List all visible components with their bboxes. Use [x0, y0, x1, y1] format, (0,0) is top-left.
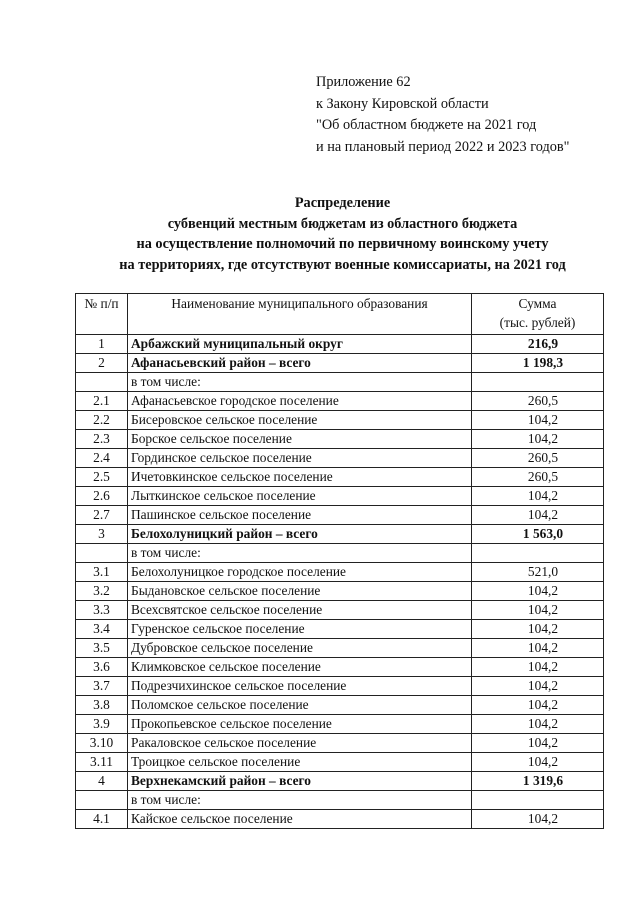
row-sum: 1 319,6 — [472, 772, 604, 791]
row-sum: 260,5 — [472, 392, 604, 411]
row-sum: 104,2 — [472, 658, 604, 677]
header-name: Наименование муниципального образования — [128, 294, 472, 335]
table-header-row — [76, 294, 604, 335]
table-row — [76, 392, 604, 411]
table-row — [76, 791, 604, 810]
row-sum: 104,2 — [472, 430, 604, 449]
row-number: 3.7 — [76, 677, 128, 696]
title-line: на осуществление полномочий по первичному воинскому учету — [136, 236, 549, 253]
row-number — [76, 373, 128, 392]
table-row — [76, 753, 604, 772]
row-number: 4 — [76, 772, 128, 791]
row-sum: 104,2 — [472, 677, 604, 696]
row-name: Быдановское сельское поселение — [128, 582, 472, 601]
row-name: Ичетовкинское сельское поселение — [128, 468, 472, 487]
table-row — [76, 810, 604, 829]
row-number: 2.4 — [76, 449, 128, 468]
row-number: 3.10 — [76, 734, 128, 753]
row-name: Подрезчихинское сельское поселение — [128, 677, 472, 696]
table-row — [76, 677, 604, 696]
row-name: Афанасьевское городское поселение — [128, 392, 472, 411]
distribution-table — [75, 293, 604, 829]
row-name: Поломское сельское поселение — [128, 696, 472, 715]
row-name: Бисеровское сельское поселение — [128, 411, 472, 430]
row-number — [76, 544, 128, 563]
row-sum — [472, 791, 604, 810]
table-row — [76, 639, 604, 658]
row-sum: 104,2 — [472, 601, 604, 620]
row-name: Арбажский муниципальный округ — [128, 335, 472, 354]
appendix-line: "Об областном бюджете на 2021 год — [316, 117, 537, 134]
row-sum: 104,2 — [472, 696, 604, 715]
row-name: Верхнекамский район – всего — [128, 772, 472, 791]
row-sum: 104,2 — [472, 753, 604, 772]
row-name: Гуренское сельское поселение — [128, 620, 472, 639]
row-name: Лыткинское сельское поселение — [128, 487, 472, 506]
row-sum: 260,5 — [472, 468, 604, 487]
row-number: 3.9 — [76, 715, 128, 734]
header-sum-line1: Сумма — [518, 296, 557, 311]
table-row — [76, 563, 604, 582]
row-sum: 104,2 — [472, 582, 604, 601]
row-number: 2 — [76, 354, 128, 373]
table-row — [76, 658, 604, 677]
row-number: 2.6 — [76, 487, 128, 506]
row-sum: 104,2 — [472, 620, 604, 639]
row-number: 2.3 — [76, 430, 128, 449]
row-number: 4.1 — [76, 810, 128, 829]
row-name: Белохолуницкий район – всего — [128, 525, 472, 544]
title-line: Распределение — [294, 195, 391, 211]
row-number: 3 — [76, 525, 128, 544]
title-line: на территориях, где отсутствуют военные комиссариаты, на 2021 год — [119, 256, 566, 273]
row-name: Дубровское сельское поселение — [128, 639, 472, 658]
row-number: 3.1 — [76, 563, 128, 582]
row-name: Климковское сельское поселение — [128, 658, 472, 677]
table-row — [76, 601, 604, 620]
table-row — [76, 772, 604, 791]
row-sum: 1 563,0 — [472, 525, 604, 544]
row-number: 3.2 — [76, 582, 128, 601]
row-sum: 104,2 — [472, 810, 604, 829]
row-name: в том числе: — [128, 544, 472, 563]
row-sum — [472, 373, 604, 392]
appendix-line: к Закону Кировской области — [316, 95, 489, 112]
row-sum: 104,2 — [472, 487, 604, 506]
row-name: Гординское сельское поселение — [128, 449, 472, 468]
row-number: 2.1 — [76, 392, 128, 411]
table-row — [76, 468, 604, 487]
table-row — [76, 335, 604, 354]
appendix-header — [316, 72, 570, 158]
row-name: Белохолуницкое городское поселение — [128, 563, 472, 582]
row-sum: 521,0 — [472, 563, 604, 582]
row-name: Кайское сельское поселение — [128, 810, 472, 829]
row-name: Прокопьевское сельское поселение — [128, 715, 472, 734]
document-title — [60, 193, 625, 275]
row-name: в том числе: — [128, 791, 472, 810]
table-body — [76, 335, 604, 829]
row-number: 3.8 — [76, 696, 128, 715]
row-name: Троицкое сельское поселение — [128, 753, 472, 772]
table-row — [76, 544, 604, 563]
row-name: Афанасьевский район – всего — [128, 354, 472, 373]
table-row — [76, 411, 604, 430]
row-name: Ракаловское сельское поселение — [128, 734, 472, 753]
row-number: 2.2 — [76, 411, 128, 430]
row-sum: 104,2 — [472, 715, 604, 734]
header-num: № п/п — [76, 294, 128, 335]
row-sum: 216,9 — [472, 335, 604, 354]
row-number: 3.6 — [76, 658, 128, 677]
table-row — [76, 696, 604, 715]
table-row — [76, 525, 604, 544]
table-row — [76, 582, 604, 601]
header-sum — [472, 294, 604, 335]
table-row — [76, 449, 604, 468]
row-name: Пашинское сельское поселение — [128, 506, 472, 525]
row-number: 3.5 — [76, 639, 128, 658]
row-number: 3.3 — [76, 601, 128, 620]
header-sum-line2: (тыс. рублей) — [499, 315, 576, 330]
row-number: 1 — [76, 335, 128, 354]
row-number: 2.7 — [76, 506, 128, 525]
row-sum: 1 198,3 — [472, 354, 604, 373]
row-number: 2.5 — [76, 468, 128, 487]
row-sum: 104,2 — [472, 411, 604, 430]
row-sum — [472, 544, 604, 563]
row-number: 3.11 — [76, 753, 128, 772]
row-number: 3.4 — [76, 620, 128, 639]
row-sum: 104,2 — [472, 506, 604, 525]
title-line: субвенций местным бюджетам из областного бюджета — [167, 215, 518, 232]
row-sum: 104,2 — [472, 734, 604, 753]
appendix-line: и на плановый период 2022 и 2023 годов" — [316, 138, 570, 155]
row-sum: 260,5 — [472, 449, 604, 468]
table-row — [76, 734, 604, 753]
table-row — [76, 506, 604, 525]
table-row — [76, 373, 604, 392]
row-sum: 104,2 — [472, 639, 604, 658]
appendix-line: Приложение 62 — [316, 74, 411, 90]
row-name: Всехсвятское сельское поселение — [128, 601, 472, 620]
table-row — [76, 487, 604, 506]
row-name: Борское сельское поселение — [128, 430, 472, 449]
row-number — [76, 791, 128, 810]
table-row — [76, 430, 604, 449]
row-name: в том числе: — [128, 373, 472, 392]
table-row — [76, 715, 604, 734]
table-row — [76, 620, 604, 639]
table-row — [76, 354, 604, 373]
